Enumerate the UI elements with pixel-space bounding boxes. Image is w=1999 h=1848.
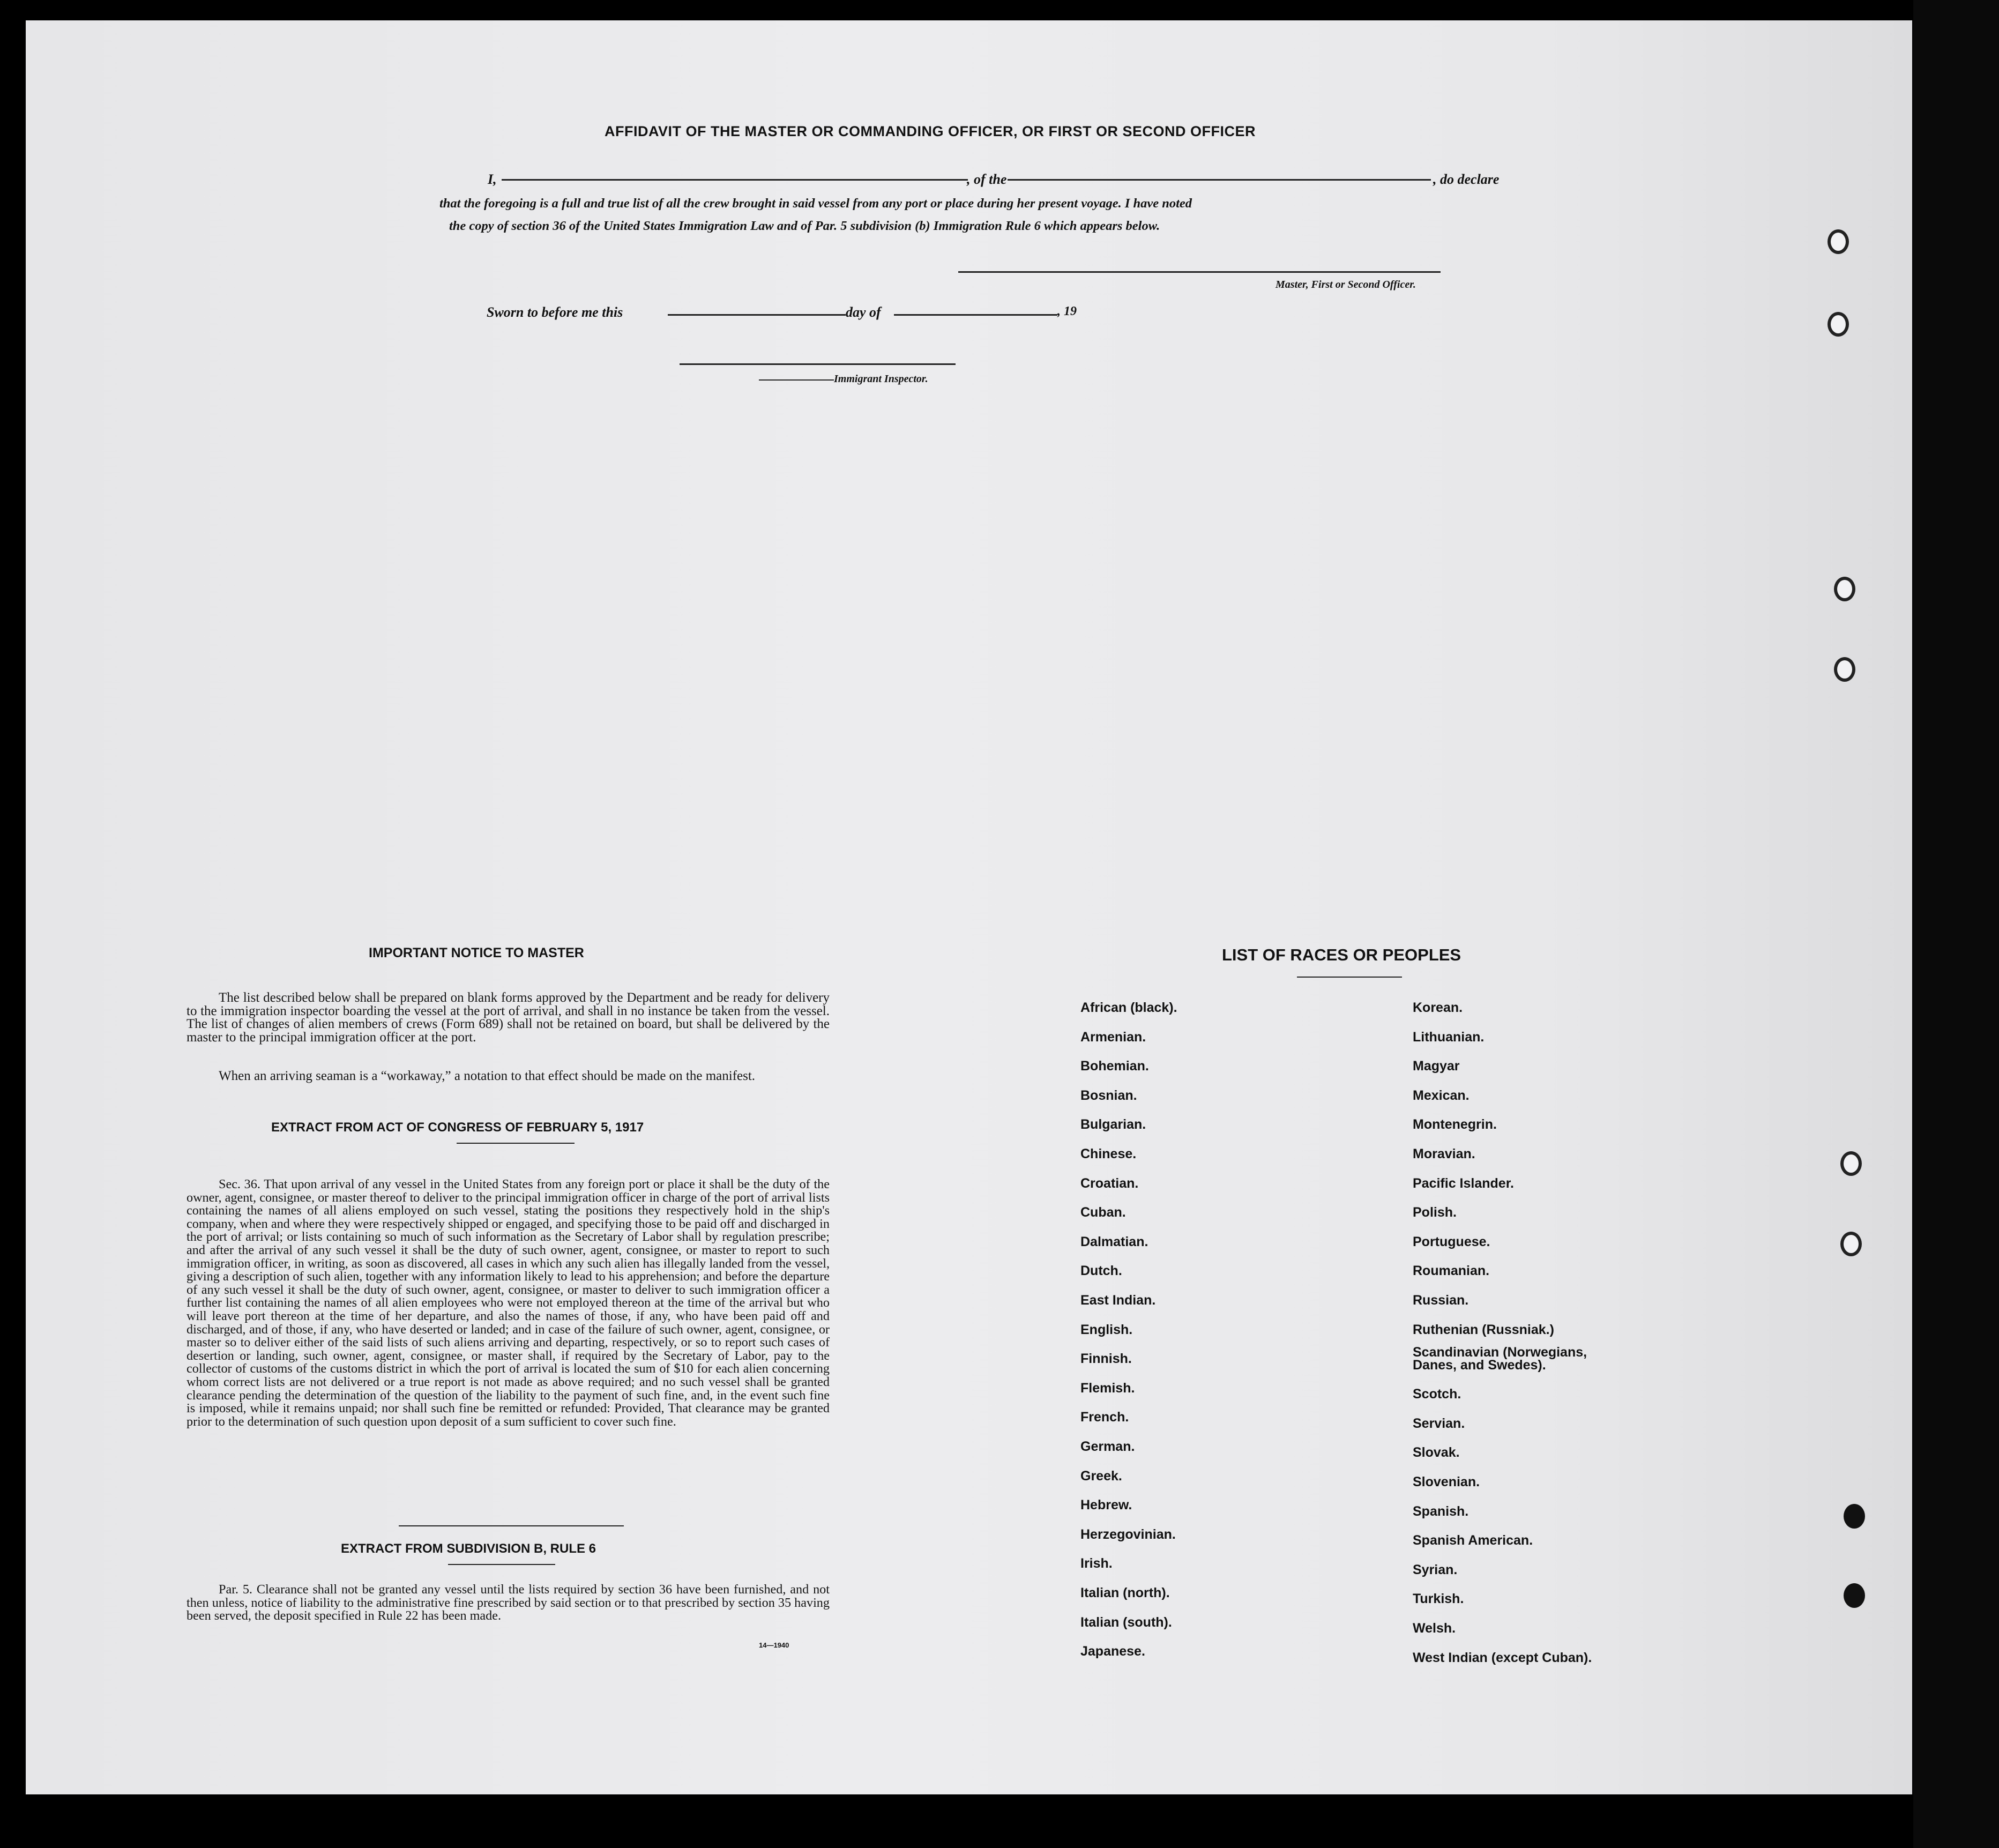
race-item: Dutch. (1080, 1263, 1122, 1279)
race-item: Syrian. (1413, 1562, 1458, 1577)
race-item: Welsh. (1413, 1621, 1456, 1636)
manifest-page (26, 20, 1912, 1794)
inspector-blank[interactable] (680, 363, 956, 365)
binder-hole (1840, 1232, 1862, 1256)
notice-title: IMPORTANT NOTICE TO MASTER (369, 945, 584, 960)
race-item: Lithuanian. (1413, 1029, 1485, 1045)
race-item: Scotch. (1413, 1387, 1461, 1402)
race-item: German. (1080, 1439, 1135, 1454)
races-title: LIST OF RACES OR PEOPLES (1222, 945, 1461, 964)
race-item: Moravian. (1413, 1146, 1475, 1161)
race-item: Greek. (1080, 1468, 1122, 1484)
affidavit-title: AFFIDAVIT OF THE MASTER OR COMMANDING OFFICER, OR FIRST OR SECOND OFFICER (605, 123, 1256, 139)
race-item: French. (1080, 1410, 1129, 1425)
race-item: Roumanian. (1413, 1263, 1490, 1279)
race-item: Ruthenian (Russniak.) (1413, 1322, 1554, 1337)
race-item: Korean. (1413, 1000, 1463, 1015)
name-blank[interactable] (502, 179, 968, 181)
race-item: Croatian. (1080, 1175, 1139, 1191)
binder-hole (1828, 312, 1849, 337)
race-item: Herzegovinian. (1080, 1526, 1176, 1542)
binder-hole (1844, 1583, 1865, 1608)
race-item: East Indian. (1080, 1293, 1156, 1308)
vessel-blank[interactable] (1008, 179, 1431, 181)
race-item: Mexican. (1413, 1087, 1470, 1103)
sworn-day-blank[interactable] (668, 314, 846, 316)
race-item: Italian (south). (1080, 1614, 1172, 1630)
notice-para-2: When an arriving seaman is a “workaway,” a notation to that effect should be made on the manifest. (219, 1069, 756, 1083)
race-item: Chinese. (1080, 1146, 1137, 1161)
race-item: Italian (north). (1080, 1585, 1170, 1600)
race-item: West Indian (except Cuban). (1413, 1650, 1592, 1665)
race-item: Slovak. (1413, 1445, 1460, 1460)
race-item: Pacific Islander. (1413, 1175, 1514, 1191)
affidavit-i-label: I, (488, 172, 497, 187)
extract-rule-divider (399, 1525, 624, 1526)
race-item: Spanish American. (1413, 1533, 1533, 1548)
race-item: Scandinavian (Norwegians, Danes, and Swedes). (1413, 1345, 1587, 1373)
race-item: Bosnian. (1080, 1087, 1137, 1103)
binder-hole (1844, 1504, 1865, 1529)
race-item: Bohemian. (1080, 1059, 1149, 1074)
extract-rule-underline (448, 1564, 555, 1565)
race-item: Montenegrin. (1413, 1117, 1497, 1132)
notice-para-1: The list described below shall be prepared on blank forms approved by the Department and be ready for delivery to the immigration inspector boarding the vessel at the port of arrival, and shall in no instance be taken from the vessel. The list of changes of alien members of crews (Form 689) shall not be retained on board, but shall be delivered by the master to the principal immigration officer at the port. (187, 990, 830, 1045)
affidavit-line-3: the copy of section 36 of the United States Immigration Law and of Par. 5 subdivision (b) Immigration Rule 6 which appears below. (449, 219, 1160, 233)
inspector-short-line (759, 379, 834, 381)
race-item: African (black). (1080, 1000, 1177, 1015)
races-title-rule (1297, 977, 1402, 978)
race-item: Flemish. (1080, 1380, 1135, 1396)
inspector-label: Immigrant Inspector. (834, 373, 928, 385)
declare-label: , do declare (1433, 172, 1500, 187)
race-item: Dalmatian. (1080, 1234, 1148, 1249)
day-of-label: day of (846, 304, 881, 320)
extract-act-title: EXTRACT FROM ACT OF CONGRESS OF FEBRUARY 5, 1917 (271, 1120, 644, 1135)
race-item: Hebrew. (1080, 1497, 1132, 1513)
signature-label: Master, First or Second Officer. (1276, 279, 1416, 290)
race-item: Russian. (1413, 1293, 1469, 1308)
race-item: English. (1080, 1322, 1133, 1337)
affidavit-line-2: that the foregoing is a full and true list of all the crew brought in said vessel from any port or place during her present voyage. I have noted (439, 196, 1192, 211)
extract-rule-body: Par. 5. Clearance shall not be granted any vessel until the lists required by section 36 have been furnished, and not then unless, notice of liability to the administrative fine prescribed by said section or to that prescribed by section 35 having been served, the deposit specified in Rule 22 has been made. (187, 1582, 830, 1623)
race-item: Irish. (1080, 1556, 1113, 1571)
of-the-label: , of the (967, 172, 1007, 187)
race-item: Cuban. (1080, 1205, 1126, 1220)
race-item: Slovenian. (1413, 1474, 1480, 1489)
bleed-through-text (374, 79, 388, 106)
year-label: , 19 (1057, 304, 1077, 318)
race-item: Turkish. (1413, 1591, 1464, 1607)
race-item: Portuguese. (1413, 1234, 1490, 1249)
race-item: Bulgarian. (1080, 1117, 1146, 1132)
race-item: Armenian. (1080, 1029, 1146, 1045)
race-item: Finnish. (1080, 1351, 1132, 1367)
extract-act-rule (457, 1143, 575, 1144)
binder-hole (1828, 229, 1849, 254)
race-item: Servian. (1413, 1415, 1465, 1431)
sworn-label: Sworn to before me this (487, 304, 623, 320)
sworn-month-blank[interactable] (894, 314, 1057, 316)
binder-hole (1834, 577, 1855, 601)
extract-act-body: Sec. 36. That upon arrival of any vessel in the United States from any foreign port or place it shall be the duty of the owner, agent, consignee, or master thereof to deliver to the principal immigration officer in charge of the port of arrival lists containing the names of all aliens employed on such vessel, stating the positions they respectively hold in the ship's company, when and where they were respectively shipped or engaged, and specifying those to be paid off and discharged in the port of arrival; or lists containing so much of such information as the Secretary of Labor shall by regulation prescribe; and after the arrival of any such vessel it shall be the duty of such owner, agent, consignee, or master to report to such immigration officer, in writing, as soon as discovered, all cases in which any such alien has illegally landed from the vessel, giving a description of such alien, together with any information likely to lead to his apprehension; and before the departure of any such vessel it shall be the duty of such owner, agent, consignee, or master to deliver to such immigration officer a further list containing the names of all alien employees who were not employed thereon at the time of the arrival but who will leave port thereon at the time of her departure, and also the names of those, if any, who have been paid off and discharged, and of those, if any, who have deserted or landed; and in case of the failure of such owner, agent, consignee, or master so to deliver either of the said lists of such aliens arriving and departing, respectively, or so to report such cases of desertion or landing, such owner, agent, consignee, or master shall, if required by the Secretary of Labor, pay to the collector of customs of the customs district in which the port of arrival is located the sum of $10 for each alien concerning whom correct lists are not delivered or a true report is not made as above required; and no such vessel shall be granted clearance pending the determination of the question of the liability to the payment of such fine, and, in the event such fine is imposed, while it remains unpaid; nor shall such fine be remitted or refunded: Provided, That clearance may be granted prior to the determination of such question upon deposit of a sum sufficient to cover such fine. (187, 1177, 830, 1429)
race-item: Polish. (1413, 1205, 1457, 1220)
binder-hole (1834, 657, 1855, 682)
form-number: 14—1940 (759, 1641, 789, 1649)
race-item: Japanese. (1080, 1644, 1145, 1659)
signature-blank[interactable] (958, 271, 1441, 273)
race-item: Spanish. (1413, 1503, 1469, 1519)
binder-hole (1840, 1151, 1862, 1176)
page-shadow-edge (1913, 0, 1999, 1848)
extract-rule-title: EXTRACT FROM SUBDIVISION B, RULE 6 (341, 1541, 596, 1556)
race-item: Magyar (1413, 1059, 1460, 1074)
